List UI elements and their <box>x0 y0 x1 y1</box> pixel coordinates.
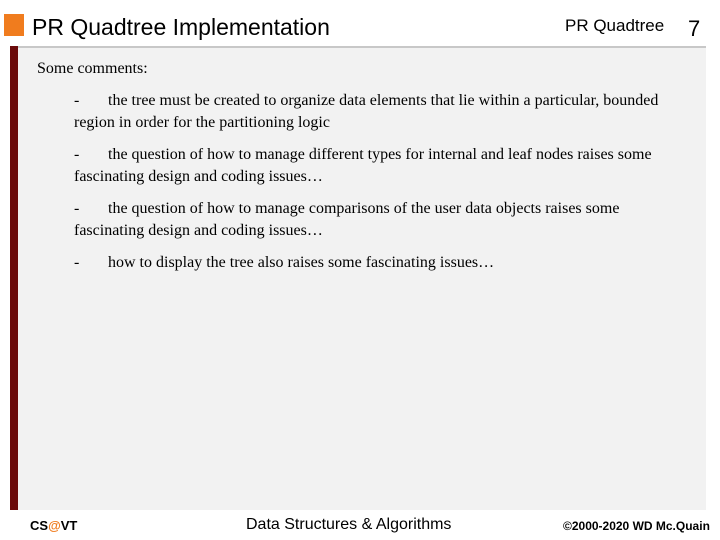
footer-copyright: ©2000-2020 WD Mc.Quain <box>563 519 710 533</box>
slide-title: PR Quadtree Implementation <box>32 14 330 40</box>
footer-affiliation <box>30 518 77 533</box>
bullet-item <box>74 252 687 274</box>
bullet-dash: - <box>74 92 80 109</box>
bullet-text: the tree must be created to organize data elements that lie within a particular, bounded region in order for the partitioning logic <box>74 92 659 131</box>
intro-text: Some comments: <box>37 60 148 77</box>
page-number: 7 <box>688 16 701 41</box>
bullet-item <box>74 90 687 134</box>
footer-at: @ <box>48 518 61 533</box>
left-accent-bar <box>10 46 18 510</box>
bullet-text: the question of how to manage comparisons of the user data objects raises some fascinating design and coding issues… <box>74 200 620 239</box>
header-topic: PR Quadtree <box>565 16 665 35</box>
bullet-text: how to display the tree also raises some fascinating issues… <box>108 254 495 271</box>
footer-vt: VT <box>60 518 78 533</box>
bullet-text: the question of how to manage different types for internal and leaf nodes raises some fascinating design and coding issues… <box>74 146 652 185</box>
footer-course: Data Structures & Algorithms <box>246 516 452 533</box>
bullet-dash: - <box>74 254 80 271</box>
bullet-item <box>74 144 687 188</box>
footer-cs: CS <box>30 518 49 533</box>
accent-square <box>4 14 24 36</box>
slide-body <box>37 58 687 284</box>
bullet-dash: - <box>74 200 80 217</box>
bullet-dash: - <box>74 146 80 163</box>
bullet-item <box>74 198 687 242</box>
